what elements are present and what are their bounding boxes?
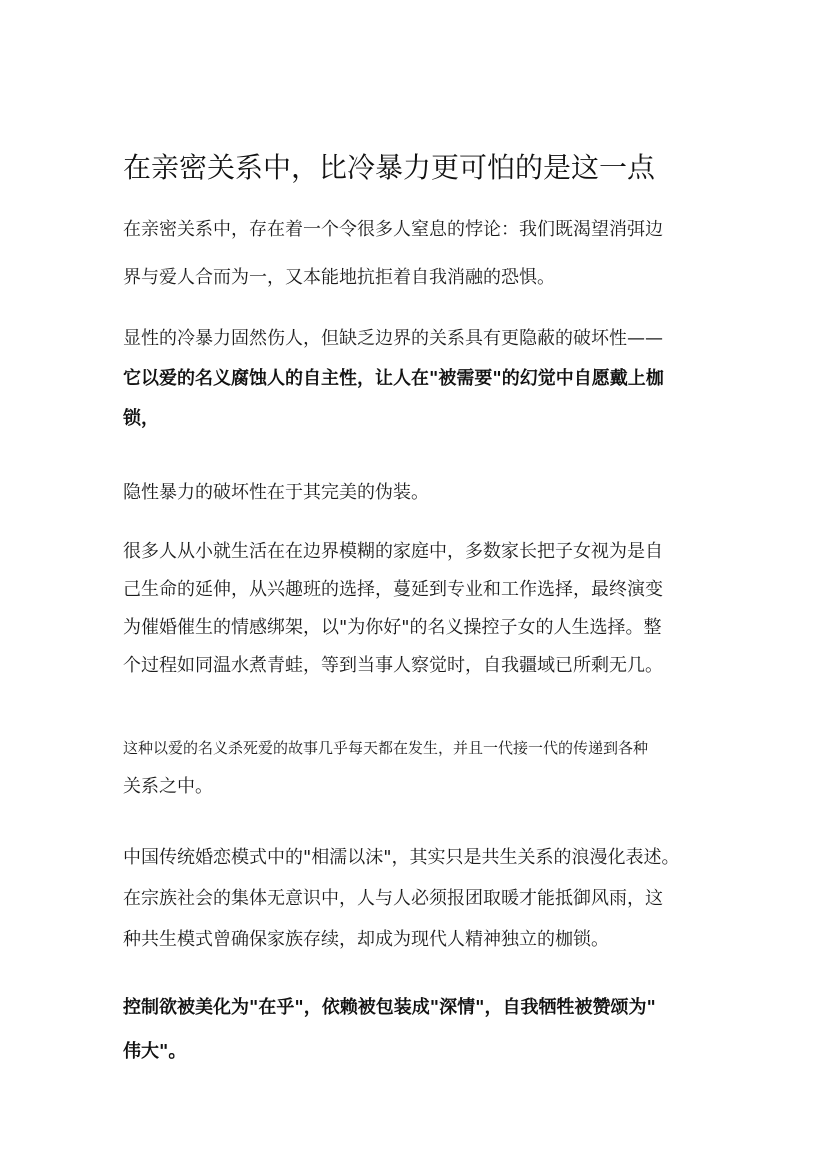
article-title: 在亲密关系中，比冷暴力更可怕的是这一点 [123,151,656,184]
paragraph-control-glorified [123,986,713,1074]
paragraph-line: 界与爱人合而为一，又本能地抗拒着自我消融的恐惧。 [123,267,555,288]
paragraph-line-bold: 它以爱的名义腐蚀人的自主性，让人在"被需要"的幻觉中自愿戴上枷 [123,368,664,389]
paragraph-line-bold: 控制欲被美化为"在乎"，依赖被包装成"深情"，自我牺牲被赞颂为" [123,997,656,1018]
paragraph-line: 关系之中。 [123,776,213,797]
paragraph-line: 己生命的延伸，从兴趣班的选择，蔓延到专业和工作选择，最终演变 [123,579,663,600]
paragraph-line: 个过程如同温水煮青蛙，等到当事人察觉时，自我疆域已所剩无几。 [123,655,663,676]
paragraph-line: 在宗族社会的集体无意识中，人与人必须报团取暖才能抵御风雨，这 [123,888,663,909]
paragraph-line: 隐性暴力的破坏性在于其完美的伪装。 [123,482,429,503]
paragraph-line: 在亲密关系中，存在着一个令很多人窒息的悖论：我们既渴望消弭边 [123,219,663,240]
paragraph-line: 种共生模式曾确保家族存续，却成为现代人精神独立的枷锁。 [123,929,609,950]
paragraph-line: 为催婚催生的情感绑架，以"为你好"的名义操控子女的人生选择。整 [123,617,662,638]
paragraph-line: 中国传统婚恋模式中的"相濡以沫"，其实只是共生关系的浪漫化表述。 [123,847,680,868]
paragraph-line-bold: 伟大"。 [123,1041,187,1062]
paragraph-line-bold: 锁， [123,408,159,429]
paragraph-traditional-marriage [123,837,713,960]
paragraph-line: 这种以爱的名义杀死爱的故事几乎每天都在发生，并且一代接一代的传递到各种 [123,739,649,757]
paragraph-line: 很多人从小就生活在在边界模糊的家庭中，多数家长把子女视为是自 [123,541,663,562]
paragraph-disguise [123,473,713,513]
paragraph-family-boundaries [123,533,713,685]
paragraph-hidden-destruction [123,319,713,439]
paragraph-generations [123,730,713,808]
paragraph-paradox [123,206,713,302]
paragraph-line: 显性的冷暴力固然伤人，但缺乏边界的关系具有更隐蔽的破坏性—— [123,328,663,349]
